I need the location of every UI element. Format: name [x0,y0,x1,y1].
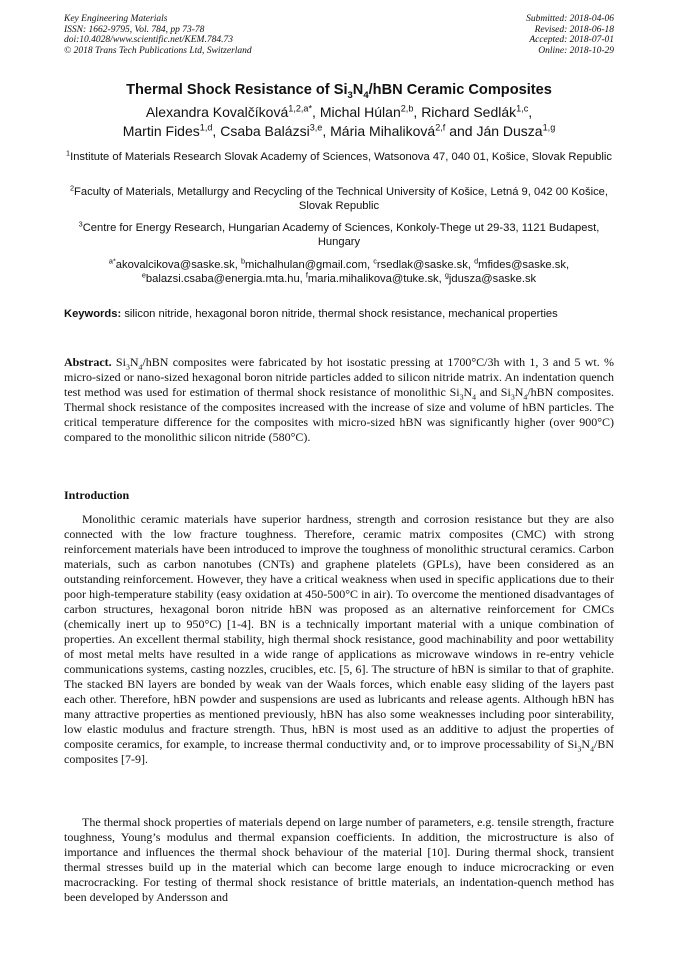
email-separator: , [438,273,445,285]
abstract-text: and Si [476,385,511,399]
email-mark: f [305,270,308,280]
date-revised: Revised: 2018-06-18 [534,24,614,35]
journal-issn: ISSN: 1662-9795, Vol. 784, pp 73-78 [64,24,205,35]
affiliation-1 [64,150,614,164]
publication-dates [526,14,614,56]
paragraph-text: Monolithic ceramic materials have superior hardness, strength and corrosion resistance but they are also connected with the low fracture toughness. Therefore, ceramic matrix composites (CMC) with strong reinforcement materials have been introduced to improve the toughness of monolithic structural ceramics. Carbon materials, such as carbon nanotubes (CNTs) and graphene platelets (GPLs), have been considered as an outstanding reinforcement. However, they have a critical weakness when used in specific applications due to their poor high-temperature stability (easy oxidation at 450-500°C in air). To overcome the mentioned disadvantages of carbon structures, hexagonal boron nitride hBN was proposed as an alternative reinforcement for CMCs (chemically inert up to 950°C) [1-4]. BN is a technically important material with a unique combination of properties. An excellent thermal stability, high thermal shock resistance, good machinability and poor wettability of most metal melts have resulted in a wide range of applications as microwave windows in re-entry vehicle communications systems, casting nozzles, crucibles, etc. [5, 6]. The structure of hBN is similar to that of graphite. The stacked BN layers are bonded by weak van der Waals forces, which enable easy sliding of the layers past each other. Therefore, hBN powder and suspensions are used as lubricants and release agents. Although hBN has many attractive properties as mentioned previously, hBN has also some weaknesses including poor sinterability, low elastic modulus and fracture strength. Thus, hBN is most used as an additive to adjust the properties of composite ceramics, for example, to increase thermal conductivity and, or to improve processability of Si [64,512,614,751]
title-part: Thermal Shock Resistance of Si [126,82,348,98]
author-name: Alexandra Kovalčíková [145,104,289,120]
email-separator: , [467,259,475,271]
abstract-subscript: 3 [125,362,130,372]
email-address: jdusza@saske.sk [448,273,537,285]
email-separator: , [234,259,241,271]
author-affiliation-mark: 3,e [309,121,323,132]
abstract-text: /hBN composites. Thermal shock resistance of the composites increased with the increase of size and volume of hBN particles. The critical temperature difference for the composites with micro-sized hBN was significantly higher (over 900°C) compared to the monolithic silicon nitride (580°C). [64,385,614,444]
email-mark: c [373,256,377,266]
author-separator: , [212,122,221,139]
journal-copyright: © 2018 Trans Tech Publications Ltd, Switzerland [64,45,252,56]
author-separator: and [445,122,477,139]
author-name: Michal Húlan [319,104,401,120]
title-subscript: 3 [347,89,353,101]
journal-name: Key Engineering Materials [64,14,168,24]
abstract-subscript: 4 [523,392,528,402]
email-separator: , [565,259,570,271]
email-mark: b [240,256,245,266]
keywords-label: Keywords: [64,308,122,320]
email-separator: , [367,259,374,271]
abstract-subscript: 4 [472,392,477,402]
email-address: rsedlak@saske.sk [376,259,468,271]
keywords [64,307,614,321]
email-address: balazsi.csaba@energia.mta.hu [145,273,300,285]
email-mark: a* [108,256,116,266]
author-separator: , [312,104,320,120]
author-affiliation-mark: 1,d [199,121,213,132]
abstract-text: N [129,355,139,369]
email-address: maria.mihalikova@tuke.sk [307,273,439,285]
title-subscript: 4 [363,89,369,101]
title-part: /hBN Ceramic Composites [368,82,552,98]
journal-info [64,14,252,56]
author-name: Mária Mihaliková [330,122,436,139]
paper-title [0,82,678,101]
affiliation-text: Faculty of Materials, Metallurgy and Recycling of the Technical University of Košice, Letná 9, 042 00 Košice, Slovak Republic [74,186,608,212]
abstract-text: N [463,385,473,399]
section-heading-introduction: Introduction [64,488,130,502]
introduction-paragraph-2: The thermal shock properties of materials depend on large number of parameters, e.g. tensile strength, fracture toughness, Young’s modulus and thermal expansion coefficients. In addition, the microstructure is also of importance and influences the thermal shock behaviour of the material [10]. During thermal shock, transient thermal stresses build up in the material which can become large enough to induce microcracking or even macrocracking. For testing of thermal shock resistance of brittle materials, an indentation-quench method has been developed by Andersson and [64,815,614,904]
author-affiliation-mark: 2,b [400,103,414,114]
email-address: akovalcikova@saske.sk [115,259,235,271]
affiliation-text: Institute of Materials Research Slovak Academy of Sciences, Watsonova 47, 040 01, Košice, Slovak Republic [70,151,612,163]
date-accepted: Accepted: 2018-07-01 [529,35,614,46]
author-list [64,103,614,140]
author-name: Richard Sedlák [421,104,517,120]
introduction-paragraph-1 [64,512,614,767]
paragraph-subscript: 3 [577,744,582,754]
affiliation-2 [64,185,614,213]
author-name: Csaba Balázsi [220,122,310,139]
abstract-text: N [514,385,524,399]
affiliation-mark: 2 [70,183,75,193]
author-separator: , [528,104,533,120]
paragraph-subscript: 4 [590,744,594,754]
author-affiliation-mark: 2,f [435,121,446,132]
author-name: Ján Dusza [476,122,543,139]
abstract-subscript: 3 [459,392,464,402]
abstract-text: /hBN composites were fabricated by hot isostatic pressing at 1700°C/3h with 1, 3 and 5 wt. % micro-sized or nano-sized hexagonal boron nitride particles added to silicon nitride matrix. An indentation quench test method was used for estimation of thermal shock resistance of monolithic Si [64,355,615,399]
author-emails [64,258,614,286]
author-affiliation-mark: 1,g [542,121,556,132]
abstract [64,355,614,445]
title-part: N [352,82,364,98]
author-affiliation-mark: 1,2,a* [288,103,313,114]
author-name: Martin Fides [122,122,200,139]
email-address: mfides@saske.sk [478,259,566,271]
author-separator: , [413,104,422,120]
email-mark: d [474,256,479,266]
author-separator: , [322,122,331,139]
abstract-text: Si [115,355,126,369]
email-separator: , [299,273,306,285]
email-address: michalhulan@gmail.com [245,259,368,271]
abstract-subscript: 3 [510,392,515,402]
affiliation-mark: 3 [78,219,83,229]
journal-doi: doi:10.4028/www.scientific.net/KEM.784.73 [64,35,233,46]
date-submitted: Submitted: 2018-04-06 [526,14,614,24]
abstract-label: Abstract. [64,355,112,369]
affiliation-text: Centre for Energy Research, Hungarian Academy of Sciences, Konkoly-Thege ut 29-33, 1121 Budapest, Hungary [82,222,600,248]
email-mark: e [141,270,146,280]
email-mark: g [444,270,449,280]
paragraph-text: /BN composites [7-9]. [64,737,614,766]
affiliation-mark: 1 [66,148,71,158]
abstract-subscript: 4 [138,362,143,372]
date-online: Online: 2018-10-29 [538,45,614,56]
author-affiliation-mark: 1,c [516,103,529,114]
paragraph-text: N [581,737,591,751]
keywords-text: silicon nitride, hexagonal boron nitride, thermal shock resistance, mechanical properties [124,308,558,320]
affiliation-3 [64,221,614,249]
